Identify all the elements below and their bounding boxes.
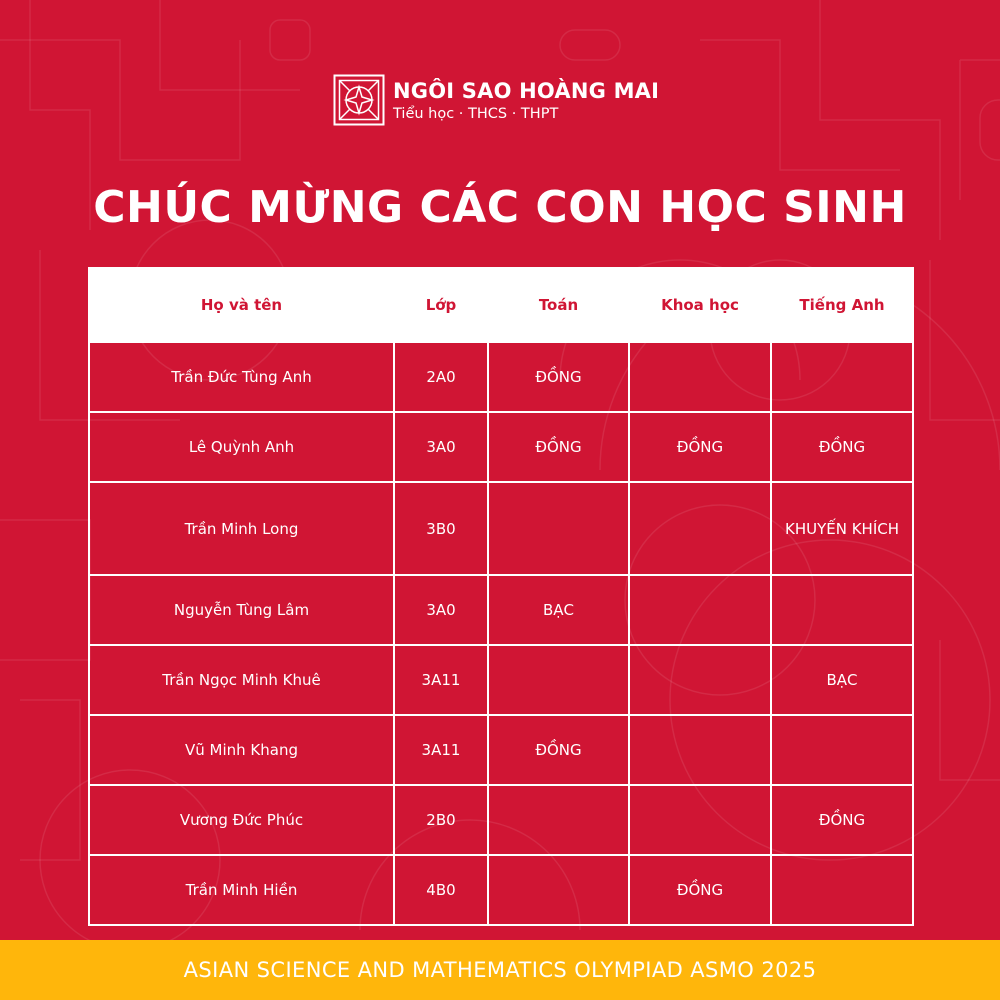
- headline: CHÚC MỪNG CÁC CON HỌC SINH: [93, 182, 907, 233]
- english-result: [771, 575, 913, 645]
- student-name: Vương Đức Phúc: [89, 785, 394, 855]
- science-result: [629, 482, 771, 575]
- english-result: ĐỒNG: [771, 412, 913, 482]
- column-header-math: Toán: [488, 268, 629, 342]
- table-row: [89, 855, 913, 925]
- student-name: Trần Minh Hiền: [89, 855, 394, 925]
- science-result: ĐỒNG: [629, 412, 771, 482]
- brand-text: [393, 78, 659, 123]
- student-class: 3A0: [394, 575, 488, 645]
- student-name: Lê Quỳnh Anh: [89, 412, 394, 482]
- student-name: Nguyễn Tùng Lâm: [89, 575, 394, 645]
- brand-logo: [333, 73, 659, 127]
- english-result: ĐỒNG: [771, 785, 913, 855]
- star-emblem-icon: [333, 74, 385, 126]
- table-row: [89, 482, 913, 575]
- math-result: [488, 482, 629, 575]
- math-result: [488, 645, 629, 715]
- english-result: BẠC: [771, 645, 913, 715]
- column-header-english: Tiếng Anh: [771, 268, 913, 342]
- table-row: [89, 412, 913, 482]
- table-header-row: [89, 268, 913, 342]
- column-header-name: Họ và tên: [89, 268, 394, 342]
- student-class: 3A11: [394, 715, 488, 785]
- student-class: 2A0: [394, 342, 488, 412]
- science-result: [629, 785, 771, 855]
- math-result: ĐỒNG: [488, 412, 629, 482]
- math-result: ĐỒNG: [488, 342, 629, 412]
- english-result: [771, 342, 913, 412]
- science-result: [629, 575, 771, 645]
- science-result: [629, 715, 771, 785]
- table-row: [89, 575, 913, 645]
- student-class: 3B0: [394, 482, 488, 575]
- student-class: 2B0: [394, 785, 488, 855]
- table-row: [89, 715, 913, 785]
- student-name: Vũ Minh Khang: [89, 715, 394, 785]
- student-class: 3A0: [394, 412, 488, 482]
- student-name: Trần Ngọc Minh Khuê: [89, 645, 394, 715]
- math-result: [488, 785, 629, 855]
- science-result: [629, 342, 771, 412]
- column-header-class: Lớp: [394, 268, 488, 342]
- table-row: [89, 645, 913, 715]
- results-table: [88, 267, 914, 926]
- brand-name: NGÔI SAO HOÀNG MAI: [393, 78, 660, 103]
- english-result: [771, 715, 913, 785]
- student-class: 3A11: [394, 645, 488, 715]
- math-result: [488, 855, 629, 925]
- table-row: [89, 342, 913, 412]
- footer-banner: ASIAN SCIENCE AND MATHEMATICS OLYMPIAD ASMO 2025: [0, 940, 1000, 1000]
- student-name: Trần Minh Long: [89, 482, 394, 575]
- brand-tagline: Tiểu học · THCS · THPT: [393, 105, 559, 122]
- math-result: ĐỒNG: [488, 715, 629, 785]
- english-result: KHUYẾN KHÍCH: [771, 482, 913, 575]
- table-row: [89, 785, 913, 855]
- science-result: ĐỒNG: [629, 855, 771, 925]
- student-class: 4B0: [394, 855, 488, 925]
- science-result: [629, 645, 771, 715]
- student-name: Trần Đức Tùng Anh: [89, 342, 394, 412]
- english-result: [771, 855, 913, 925]
- column-header-science: Khoa học: [629, 268, 771, 342]
- math-result: BẠC: [488, 575, 629, 645]
